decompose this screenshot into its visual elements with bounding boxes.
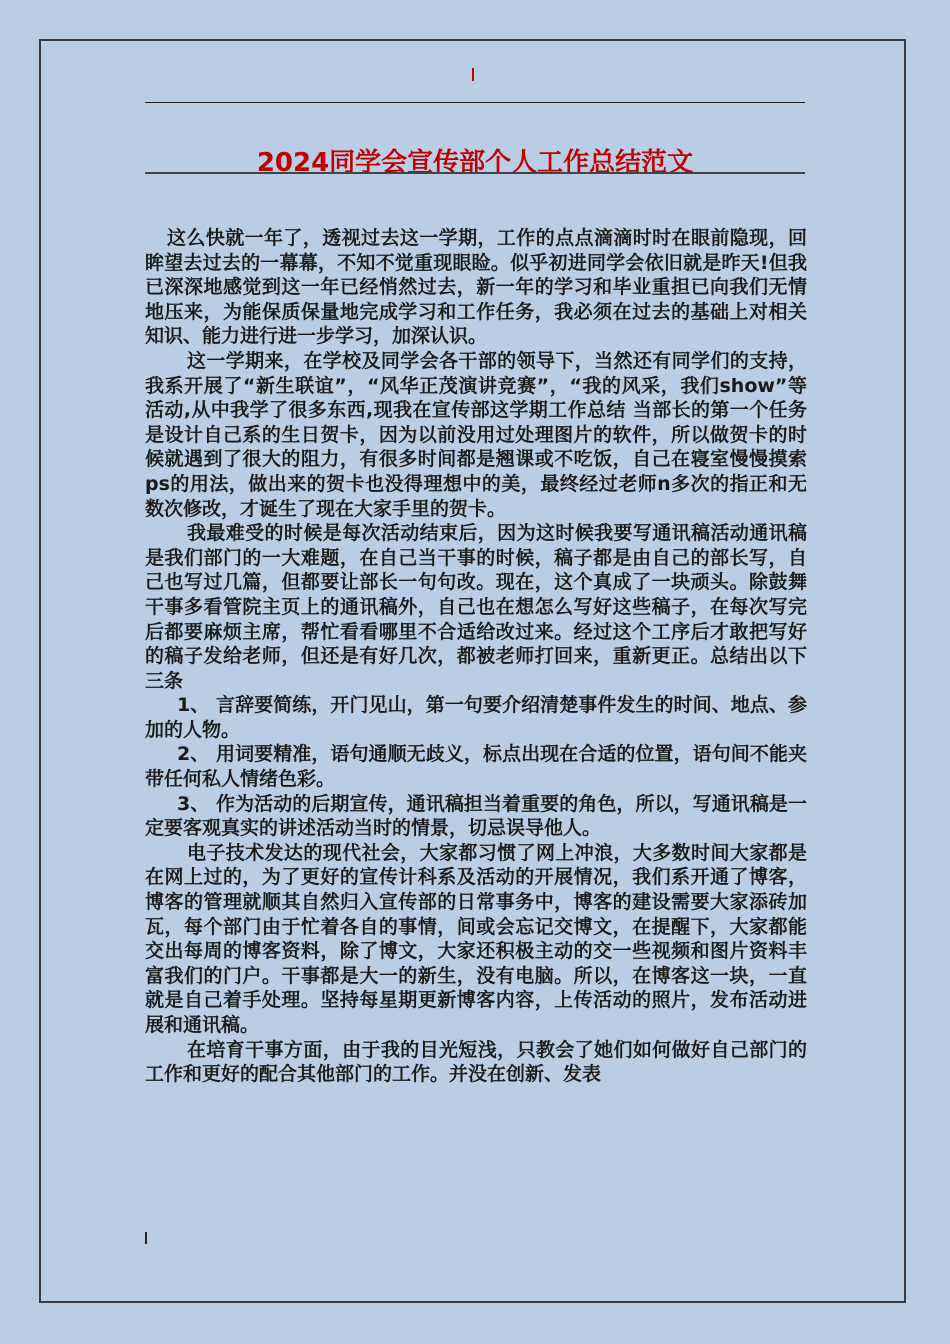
- footer-mark: [145, 1232, 147, 1244]
- paragraph: 我最难受的时候是每次活动结束后，因为这时候我要写通讯稿活动通讯稿是我们部门的一大难题，在自己当干事的时候，稿子都是由自己的部长写，自己也写过几篇，但都要让部长一句句改。现在，这个真成了一块顽头。除鼓舞干事多看管院主页上的通讯稿外，自己也在想怎么写好这些稿子，在每次写完后都要麻烦主席，帮忙看看哪里不合适给改过来。经过这个工序后才敢把写好的稿子发给老师，但还是有好几次，都被老师打回来，重新更正。总结出以下三条: [145, 522, 807, 692]
- header-mark: [472, 68, 474, 81]
- list-item: 1、 言辞要简练，开门见山，第一句要介绍清楚事件发生的时间、地点、参加的人物。: [145, 694, 807, 741]
- paragraph: 这一学期来，在学校及同学会各干部的领导下，当然还有同学们的支持，我系开展了“新生联谊”，“风华正茂演讲竞赛”，“我的风采，我们show”等活动,从中我学了很多东西,现我在宣传部这学期工作总结 当部长的第一个任务是设计自己系的生日贺卡，因为以前没用过处理图片的软件，所以做贺卡的时候就遇到了很大的阻力，有很多时间都是翘课或不吃饭，自己在寝室慢慢摸索ps的用法，做出来的贺卡也没得理想中的美，最终经过老师n多次的指正和无数次修改，才诞生了现在大家手里的贺卡。: [145, 349, 807, 520]
- document-title: 2024同学会宣传部个人工作总结范文: [256, 148, 694, 179]
- document-body: [145, 226, 807, 1087]
- paragraph: 这么快就一年了，透视过去这一学期，工作的点点滴滴时时在眼前隐现，回眸望去过去的一幕幕，不知不觉重现眼睑。似乎初进同学会依旧就是昨天!但我已深深地感觉到这一年已经悄然过去，新一年的学习和毕业重担已向我们无情地压来，为能保质保量地完成学习和工作任务，我必须在过去的基础上对相关知识、能力进行进一步学习，加深认识。: [145, 227, 807, 348]
- paragraph: 电子技术发达的现代社会，大家都习惯了网上冲浪，大多数时间大家都是在网上过的，为了更好的宣传计科系及活动的开展情况，我们系开通了博客，博客的管理就顺其自然归入宣传部的日常事务中，博客的建设需要大家添砖加瓦，每个部门由于忙着各自的事情，间或会忘记交博文，在提醒下，大家都能交出每周的博客资料，除了博文，大家还积极主动的交一些视频和图片资料丰富我们的门户。干事都是大一的新生，没有电脑。所以，在博客这一块，一直就是自己着手处理。坚持每星期更新博客内容，上传活动的照片，发布活动进展和通讯稿。: [145, 841, 807, 1036]
- header-rule: [145, 102, 805, 103]
- paragraph: 在培育干事方面，由于我的目光短浅，只教会了她们如何做好自己部门的工作和更好的配合其他部门的工作。并没在创新、发表: [145, 1038, 807, 1086]
- list-item: 3、 作为活动的后期宣传，通讯稿担当着重要的角色，所以，写通讯稿是一定要客观真实的讲述活动当时的情景，切忌误导他人。: [145, 792, 807, 840]
- list-item: 2、 用词要精准，语句通顺无歧义，标点出现在合适的位置，语句间不能夹带任何私人情绪色彩。: [145, 743, 807, 791]
- title-rule: [145, 172, 805, 174]
